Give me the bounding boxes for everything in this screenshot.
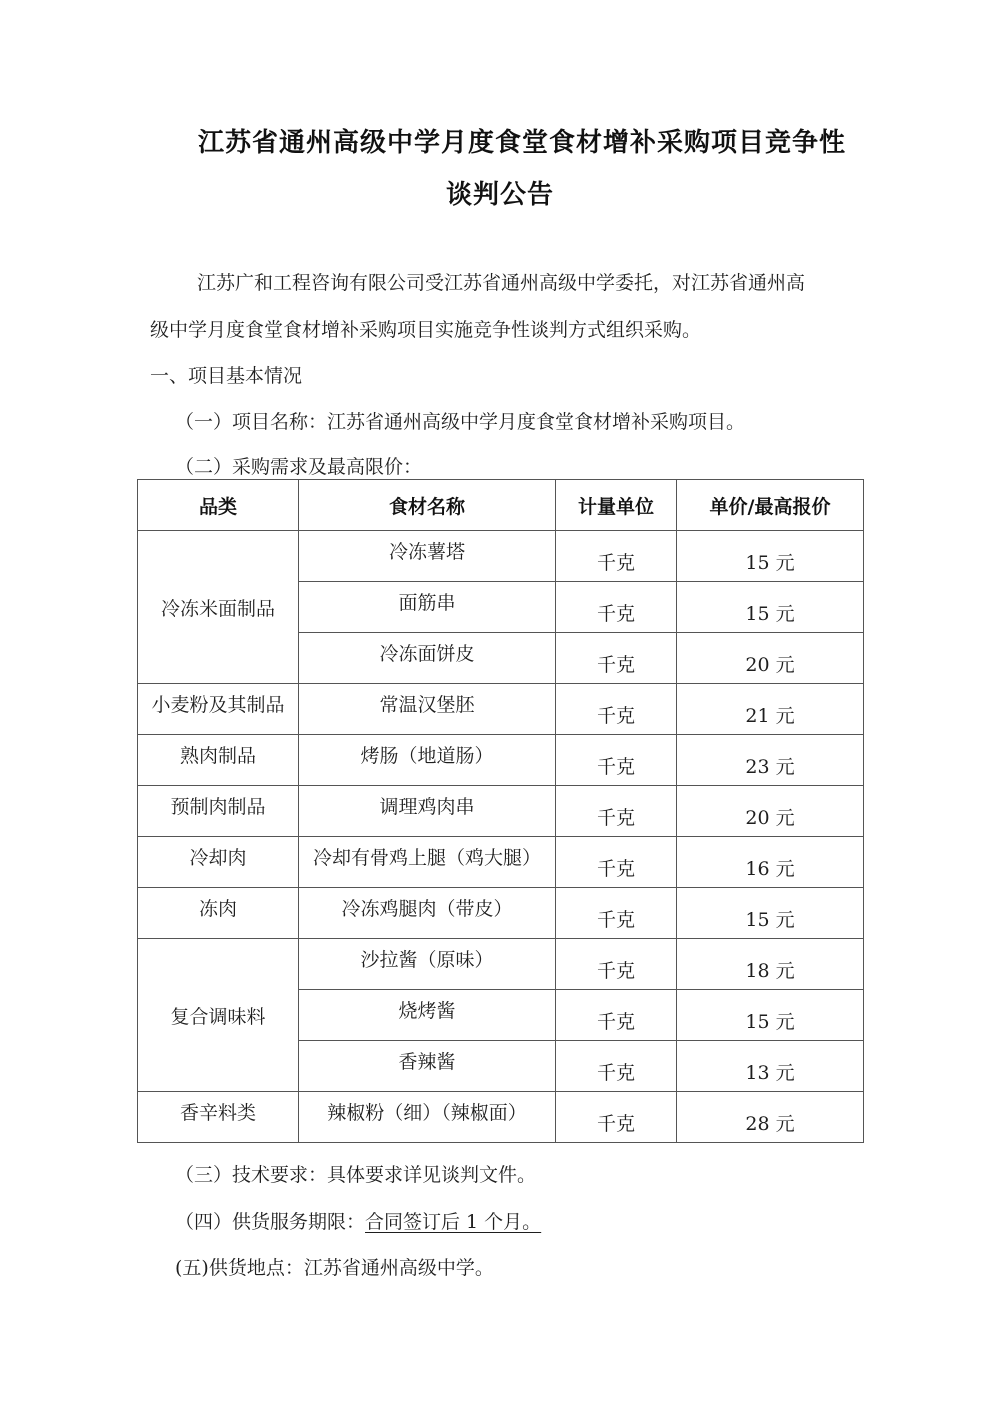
header-category: 品类 — [138, 480, 299, 531]
price-cell: 21 元 — [677, 684, 864, 735]
table-row — [138, 888, 864, 939]
price-cell: 13 元 — [677, 1041, 864, 1092]
item-name-cell: 冷却有骨鸡上腿（鸡大腿） — [299, 837, 556, 888]
table-header-row — [138, 480, 864, 531]
price-cell: 20 元 — [677, 633, 864, 684]
unit-cell: 千克 — [556, 786, 677, 837]
item-supply-period — [175, 1207, 541, 1234]
price-cell: 15 元 — [677, 990, 864, 1041]
unit-cell: 千克 — [556, 1092, 677, 1143]
unit-cell: 千克 — [556, 633, 677, 684]
category-cell: 预制肉制品 — [138, 786, 299, 837]
section-heading-basic-info: 一、项目基本情况 — [150, 365, 303, 387]
table-row — [138, 531, 864, 582]
header-unit: 计量单位 — [556, 480, 677, 531]
category-cell: 香辛料类 — [138, 1092, 299, 1143]
price-cell: 16 元 — [677, 837, 864, 888]
price-table — [137, 479, 864, 1143]
item-name-cell: 冷冻面饼皮 — [299, 633, 556, 684]
unit-cell: 千克 — [556, 990, 677, 1041]
table-row — [138, 684, 864, 735]
price-cell: 15 元 — [677, 888, 864, 939]
category-cell: 熟肉制品 — [138, 735, 299, 786]
intro-paragraph-line-2: 级中学月度食堂食材增补采购项目实施竞争性谈判方式组织采购。 — [150, 319, 702, 341]
unit-cell: 千克 — [556, 684, 677, 735]
unit-cell: 千克 — [556, 837, 677, 888]
item-name-cell: 冷冻鸡腿肉（带皮） — [299, 888, 556, 939]
category-cell: 小麦粉及其制品 — [138, 684, 299, 735]
price-cell: 28 元 — [677, 1092, 864, 1143]
document-title-line-1: 江苏省通州高级中学月度食堂食材增补采购项目竞争性 — [197, 128, 846, 158]
item-project-name: （一）项目名称：江苏省通州高级中学月度食堂食材增补采购项目。 — [175, 411, 746, 433]
header-item-name: 食材名称 — [299, 480, 556, 531]
unit-cell: 千克 — [556, 888, 677, 939]
price-cell: 18 元 — [677, 939, 864, 990]
table-row — [138, 939, 864, 990]
item-name-cell: 香辣酱 — [299, 1041, 556, 1092]
header-max-price: 单价/最高报价 — [677, 480, 864, 531]
item-name-cell: 沙拉酱（原味） — [299, 939, 556, 990]
item-name-cell: 面筋串 — [299, 582, 556, 633]
table-row — [138, 837, 864, 888]
price-cell: 15 元 — [677, 531, 864, 582]
unit-cell: 千克 — [556, 939, 677, 990]
table-row — [138, 735, 864, 786]
price-cell: 15 元 — [677, 582, 864, 633]
item-name-cell: 烧烤酱 — [299, 990, 556, 1041]
item-name-cell: 冷冻薯塔 — [299, 531, 556, 582]
category-cell: 复合调味料 — [138, 939, 299, 1092]
price-cell: 23 元 — [677, 735, 864, 786]
document-title-line-2: 谈判公告 — [445, 180, 554, 210]
item-name-cell: 烤肠（地道肠） — [299, 735, 556, 786]
category-cell: 冻肉 — [138, 888, 299, 939]
intro-paragraph-line-1: 江苏广和工程咨询有限公司受江苏省通州高级中学委托，对江苏省通州高 — [197, 272, 806, 294]
table-row — [138, 1092, 864, 1143]
price-cell: 20 元 — [677, 786, 864, 837]
item-supply-location: (五)供货地点：江苏省通州高级中学。 — [175, 1257, 494, 1279]
supply-period-value: 合同签订后 1 个月。 — [365, 1211, 542, 1233]
item-technical-requirements: （三）技术要求：具体要求详见谈判文件。 — [175, 1164, 537, 1186]
table-row — [138, 786, 864, 837]
item-name-cell: 辣椒粉（细）（辣椒面） — [299, 1092, 556, 1143]
item-name-cell: 常温汉堡胚 — [299, 684, 556, 735]
unit-cell: 千克 — [556, 735, 677, 786]
item-name-cell: 调理鸡肉串 — [299, 786, 556, 837]
supply-period-label: （四）供货服务期限： — [175, 1211, 366, 1233]
unit-cell: 千克 — [556, 531, 677, 582]
category-cell: 冷却肉 — [138, 837, 299, 888]
unit-cell: 千克 — [556, 582, 677, 633]
unit-cell: 千克 — [556, 1041, 677, 1092]
category-cell: 冷冻米面制品 — [138, 531, 299, 684]
item-procurement-requirements: （二）采购需求及最高限价： — [175, 456, 423, 478]
